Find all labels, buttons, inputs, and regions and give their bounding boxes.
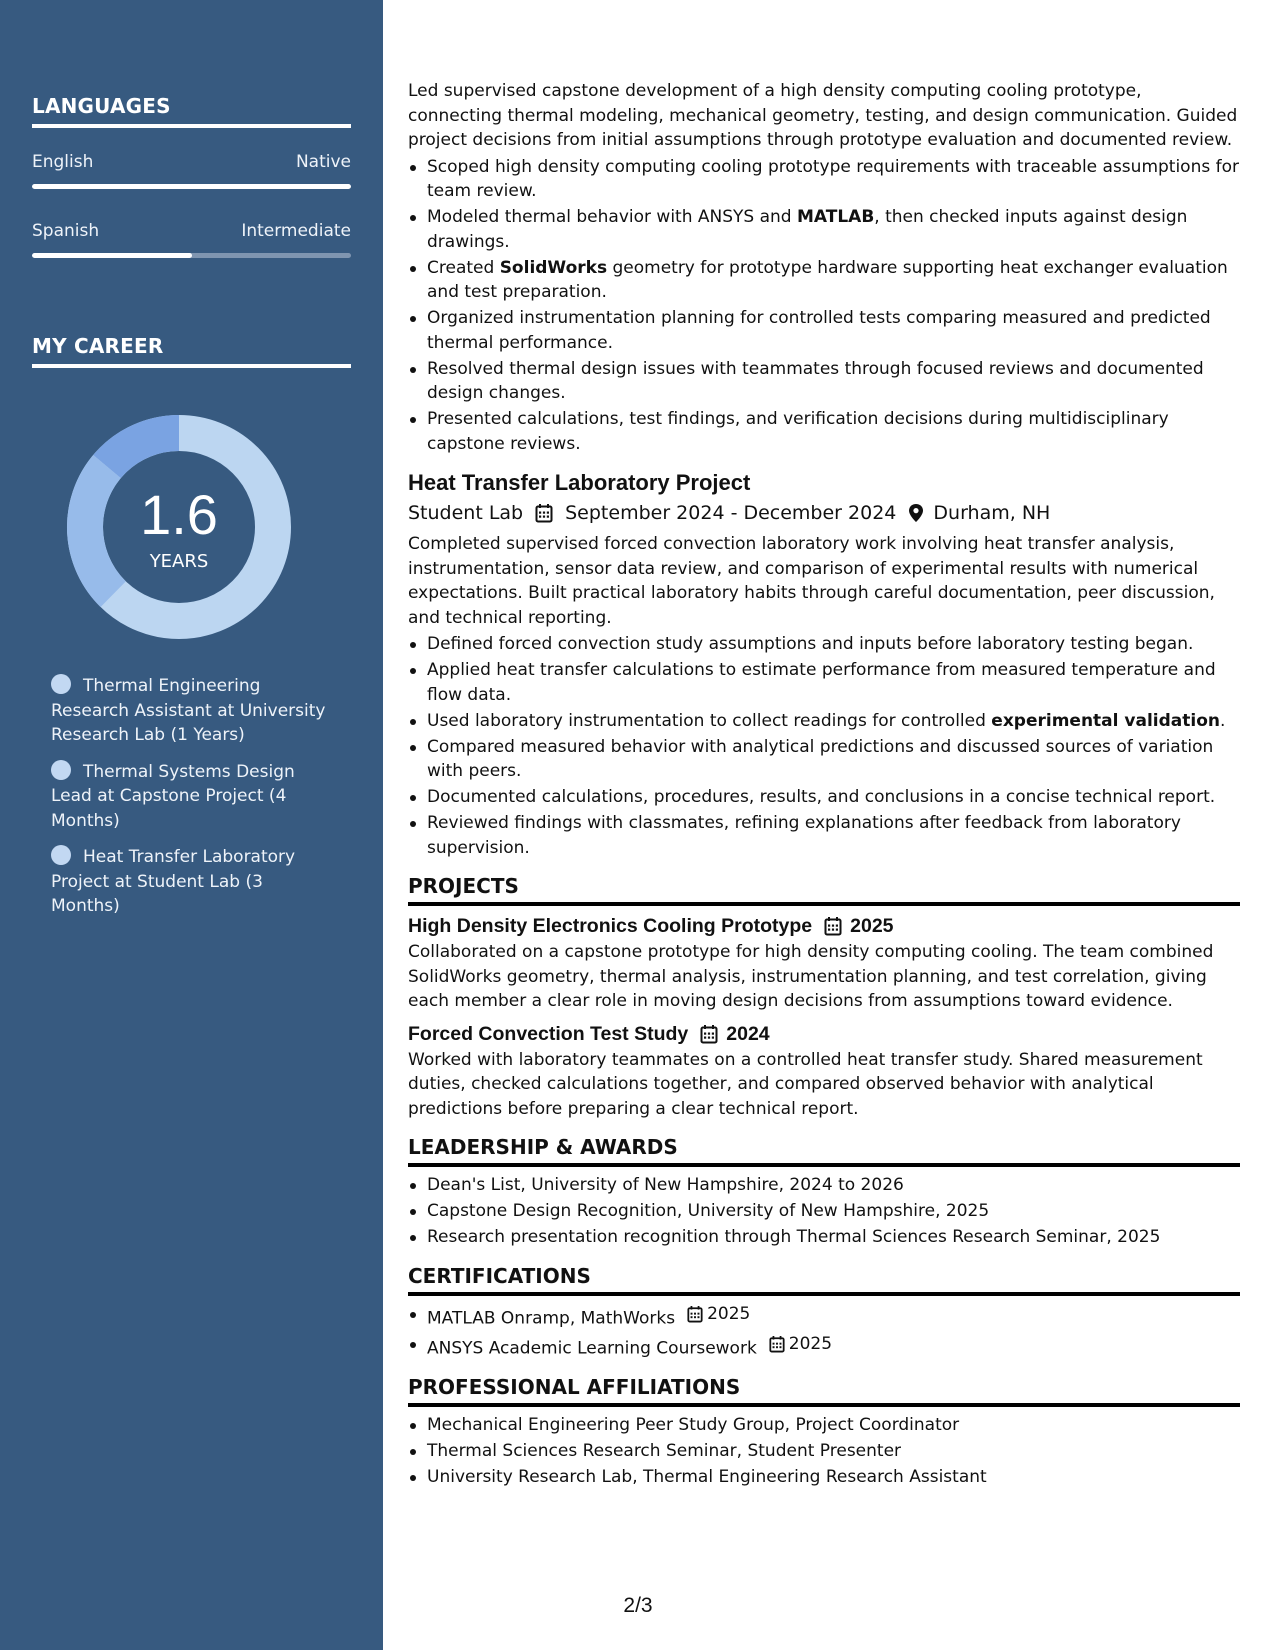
- affiliation-item: Thermal Sciences Research Seminar, Student Presenter: [408, 1439, 1240, 1464]
- calendar-icon: [700, 1024, 718, 1044]
- languages-heading: LANGUAGES: [32, 94, 351, 128]
- certification-item: [408, 1302, 1240, 1331]
- location-pin-icon: [908, 503, 924, 523]
- leadership-item: Capstone Design Recognition, University of New Hampshire, 2025: [408, 1199, 1240, 1224]
- project-title: High Density Electronics Cooling Prototype: [408, 915, 813, 937]
- project-title-row: [408, 912, 1240, 940]
- calendar-icon: [824, 916, 842, 936]
- main-content: [408, 79, 1240, 1491]
- capstone-summary: Led supervised capstone development of a high density computing cooling prototype, connecting thermal modeling, mechanical geometry, testing, and design communication. Guided project decisions from initial assumptions through prototype evaluation and documented review.: [408, 81, 1238, 150]
- career-item: [51, 845, 331, 919]
- capstone-bullet: Resolved thermal design issues with teammates through focused reviews and documented design changes.: [408, 357, 1240, 406]
- affiliations-heading: PROFESSIONAL AFFILIATIONS: [408, 1373, 1240, 1407]
- heat-lab-bullet: Reviewed findings with classmates, refining explanations after feedback from laboratory supervision.: [408, 811, 1240, 860]
- career-item-text: Thermal Engineering Research Assistant at University Research Lab (1 Years): [51, 676, 326, 745]
- career-item: [51, 760, 331, 834]
- heat-lab-bullets: [408, 632, 1240, 860]
- role-location: Durham, NH: [933, 502, 1051, 524]
- language-name: Spanish: [32, 221, 100, 241]
- page-number: 2/3: [623, 1594, 653, 1617]
- certification-year: 2025: [707, 1303, 751, 1324]
- capstone-bullets: [408, 155, 1240, 457]
- career-total-unit: YEARS: [149, 551, 209, 572]
- role-dates: September 2024 - December 2024: [565, 502, 897, 524]
- calendar-icon: [535, 503, 553, 523]
- heat-lab-bullet: Defined forced convection study assumptions and inputs before laboratory testing began.: [408, 632, 1240, 657]
- project-year: 2024: [726, 1022, 770, 1045]
- donut-segment-heat-transfer-lab: [107, 433, 179, 467]
- heat-lab-bullet: Applied heat transfer calculations to estimate performance from measured temperature and flow data.: [408, 658, 1240, 707]
- capstone-bullet: Scoped high density computing cooling prototype requirements with traceable assumptions for team review.: [408, 155, 1240, 204]
- project-description: Collaborated on a capstone prototype for high density computing cooling. The team combined SolidWorks geometry, thermal analysis, instrumentation planning, and test correlation, giving each member a clear role in moving design decisions from assumptions toward evidence.: [408, 942, 1214, 1011]
- role-organization: Student Lab: [408, 502, 524, 524]
- calendar-icon: [687, 1305, 703, 1323]
- leadership-item: Dean's List, University of New Hampshire, 2024 to 2026: [408, 1173, 1240, 1198]
- certifications-heading: CERTIFICATIONS: [408, 1262, 1240, 1296]
- language-row-spanish: [32, 221, 351, 241]
- leadership-item: Research presentation recognition through Thermal Sciences Research Seminar, 2025: [408, 1225, 1240, 1250]
- affiliation-item: University Research Lab, Thermal Engineering Research Assistant: [408, 1465, 1240, 1490]
- heat-lab-bullet: Compared measured behavior with analytical predictions and discussed sources of variation with peers.: [408, 735, 1240, 784]
- certification-item: [408, 1332, 1240, 1361]
- language-proficiency-bar-english: [32, 184, 351, 189]
- career-donut-chart: [66, 414, 292, 640]
- capstone-bullet: Organized instrumentation planning for controlled tests comparing measured and predicted thermal performance.: [408, 306, 1240, 355]
- career-item: [51, 674, 331, 748]
- sidebar: [0, 0, 383, 1650]
- heat-lab-bullet: Used laboratory instrumentation to collect readings for controlled experimental validation.: [408, 709, 1240, 734]
- language-proficiency-fill: [32, 184, 351, 189]
- leadership-heading: LEADERSHIP & AWARDS: [408, 1133, 1240, 1167]
- language-level: Native: [295, 152, 351, 172]
- language-proficiency-fill: [32, 253, 192, 258]
- capstone-bullet: Modeled thermal behavior with ANSYS and MATLAB, then checked inputs against design drawings.: [408, 205, 1240, 254]
- career-item-text: Heat Transfer Laboratory Project at Student Lab (3 Months): [51, 847, 296, 916]
- project-year: 2025: [850, 915, 894, 937]
- bullet-dot-icon: [51, 674, 71, 694]
- career-list: [51, 674, 331, 931]
- calendar-icon: [769, 1335, 785, 1353]
- capstone-bullet: Presented calculations, test findings, and verification decisions during multidisciplinary capstone reviews.: [408, 407, 1240, 456]
- certification-name: MATLAB Onramp, MathWorks: [427, 1307, 676, 1328]
- language-proficiency-bar-spanish: [32, 253, 351, 258]
- certifications-list: [408, 1302, 1240, 1361]
- language-level: Intermediate: [241, 221, 351, 241]
- career-item-text: Thermal Systems Design Lead at Capstone Project (4 Months): [51, 761, 295, 831]
- role-title: Heat Transfer Laboratory Project: [408, 470, 751, 495]
- certification-name: ANSYS Academic Learning Coursework: [427, 1338, 757, 1358]
- career-heading: MY CAREER: [32, 334, 351, 368]
- projects-heading: PROJECTS: [408, 872, 1240, 906]
- role-summary: Completed supervised forced convection laboratory work involving heat transfer analysis, instrumentation, sensor data review, and comparison of experimental results with numerical expectations. Built practical laboratory habits through careful documentation, peer discussion, and technical reporting.: [408, 534, 1215, 628]
- heat-lab-bullet: Documented calculations, procedures, results, and conclusions in a concise technical report.: [408, 785, 1240, 810]
- language-name: English: [32, 152, 94, 172]
- leadership-list: [408, 1173, 1240, 1250]
- career-total-value: 1.6: [140, 483, 218, 546]
- project-title-row: [408, 1020, 1240, 1048]
- bullet-dot-icon: [51, 845, 71, 865]
- bullet-dot-icon: [51, 760, 71, 780]
- project-description: Worked with laboratory teammates on a controlled heat transfer study. Shared measurement duties, checked calculations together, and compared observed behavior with analytical predictions before preparing a clear technical report.: [408, 1049, 1203, 1119]
- affiliation-item: Mechanical Engineering Peer Study Group, Project Coordinator: [408, 1413, 1240, 1438]
- project-title: Forced Convection Test Study: [408, 1022, 689, 1045]
- language-row-english: [32, 152, 351, 172]
- affiliations-list: [408, 1413, 1240, 1490]
- capstone-bullet: Created SolidWorks geometry for prototype hardware supporting heat exchanger evaluation and test preparation.: [408, 256, 1240, 305]
- role-meta: [408, 498, 1240, 528]
- certification-year: 2025: [788, 1333, 833, 1354]
